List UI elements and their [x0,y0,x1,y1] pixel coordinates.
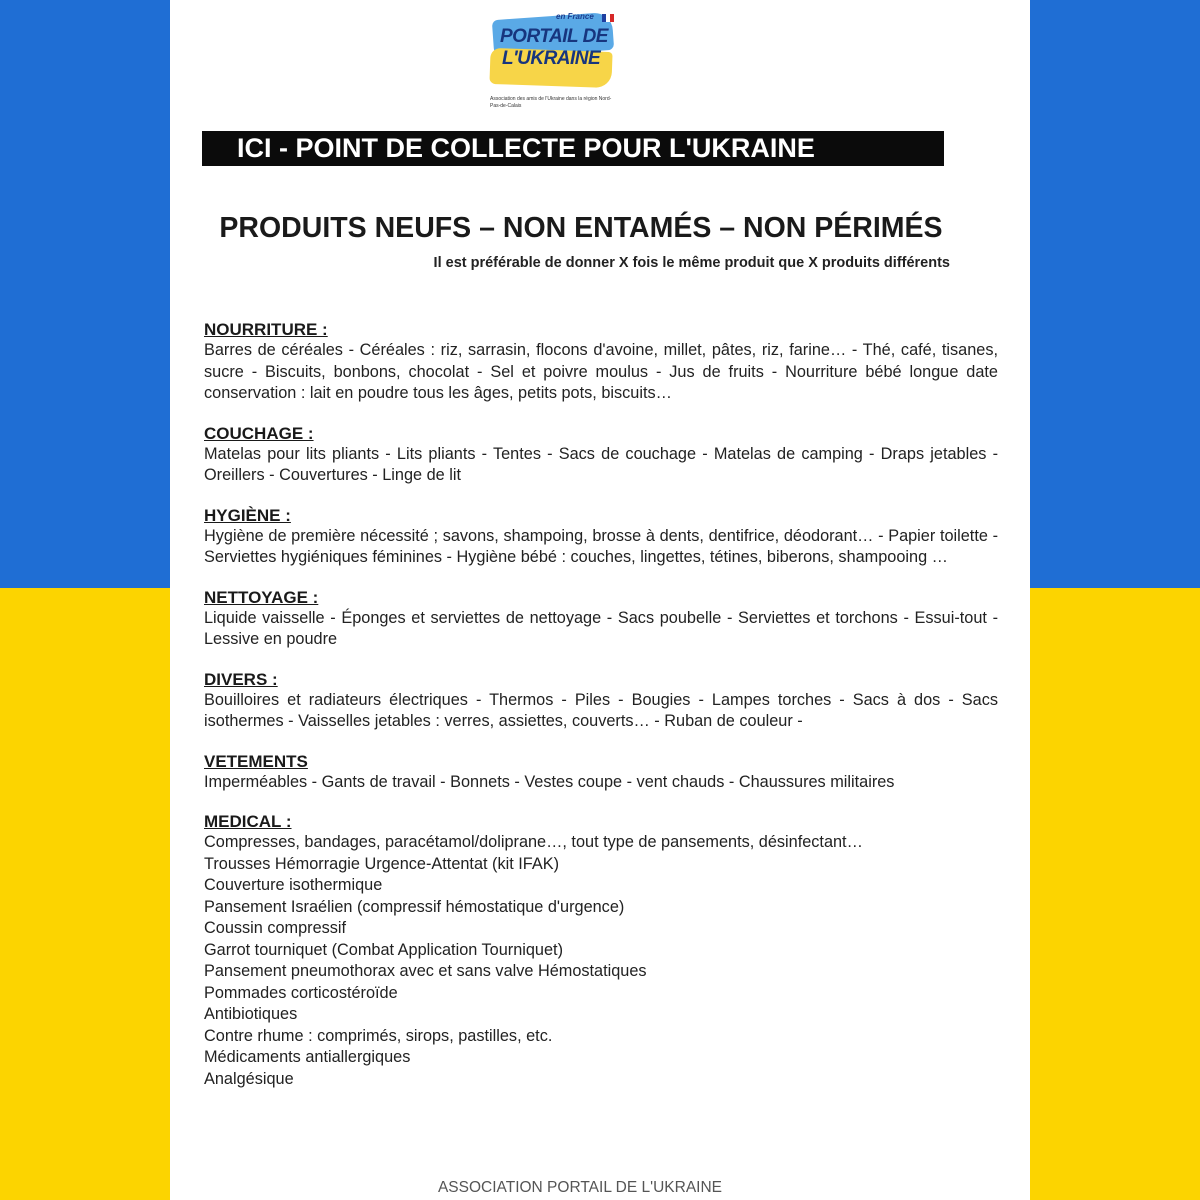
section-title: MEDICAL : [204,812,292,831]
medical-item: Coussin compressif [204,919,347,937]
medical-item: Pommades corticostéroïde [204,983,398,1002]
section-nourriture [204,319,998,405]
medical-item: Compresses, bandages, paracétamol/doliprane…, tout type de pansements, désinfectant… [204,833,863,851]
section-text: Imperméables - Gants de travail - Bonnets - Vestes coupe - vent chauds - Chaussures militaires [204,772,895,791]
section-vetements [204,751,998,794]
section-medical [204,811,998,1090]
section-hygiene [204,505,998,569]
logo-title-line2: L'UKRAINE [502,48,601,69]
section-text: Matelas pour lits pliants - Lits pliants - Tentes - Sacs de couchage - Matelas de camping - Draps jetables - Oreillers - Couvertures - Linge de lit [204,444,998,484]
section-title: HYGIÈNE : [204,505,291,525]
section-title: COUCHAGE : [204,423,314,443]
section-couchage [204,423,998,487]
page-title: PRODUITS NEUFS – NON ENTAMÉS – NON PÉRIMÉS [219,212,943,244]
french-flag-icon [602,14,614,22]
portail-ukraine-logo [488,10,623,112]
section-title: DIVERS : [204,669,278,689]
medical-item: Trousses Hémorragie Urgence-Attentat (kit IFAK) [204,854,559,873]
section-divers [204,669,998,733]
medical-item: Contre rhume : comprimés, sirops, pastilles, etc. [204,1026,553,1045]
medical-item: Couverture isothermique [204,876,383,894]
logo-caption: Association des amis de l'Ukraine dans la région Nord-Pas-de-Calais [490,96,612,109]
section-text: Bouilloires et radiateurs électriques - Thermos - Piles - Bougies - Lampes torches - Sacs à dos - Sacs isothermes - Vaisselles jetables : verres, assiettes, couverts… - Ruban de couleur - [204,690,998,730]
medical-item: Garrot tourniquet (Combat Application Tourniquet) [204,940,563,959]
donation-list [204,319,998,1108]
section-text: Hygiène de première nécessité ; savons, shampoing, brosse à dents, dentifrice, déodorant… - Papier toilette - Serviettes hygiéniques féminines - Hygiène bébé : couches, lingettes, tétines, biberons, shampooing … [204,526,998,566]
section-text: Liquide vaisselle - Éponges et serviettes de nettoyage - Sacs poubelle - Serviettes et torchons - Essui-tout - Lessive en poudre [204,608,998,648]
flyer-sheet [170,0,1030,1200]
logo-tag: en France [556,12,594,21]
section-nettoyage [204,587,998,651]
page-subtitle: Il est préférable de donner X fois le même produit que X produits différents [433,255,950,271]
section-title: NOURRITURE : [204,320,328,339]
medical-item: Analgésique [204,1069,294,1088]
medical-item: Pansement pneumothorax avec et sans valve Hémostatiques [204,962,647,980]
medical-item: Pansement Israélien (compressif hémostatique d'urgence) [204,897,625,916]
collection-point-banner: ICI - POINT DE COLLECTE POUR L'UKRAINE [202,131,944,166]
logo-title-line1: PORTAIL DE [500,26,608,47]
medical-item: Antibiotiques [204,1005,298,1023]
section-text: Barres de céréales - Céréales : riz, sarrasin, flocons d'avoine, millet, pâtes, riz, farine… - Thé, café, tisanes, sucre - Biscuits, bonbons, chocolat - Sel et poivre moulus - Jus de fruits - Nourriture bébé longue date conservation : lait en poudre tous les âges, petits pots, biscuits… [204,341,998,402]
section-title: VETEMENTS [204,751,308,771]
section-title: NETTOYAGE : [204,587,319,607]
footer-association: ASSOCIATION PORTAIL DE L'UKRAINE [437,1179,723,1196]
medical-item: Médicaments antiallergiques [204,1048,411,1066]
